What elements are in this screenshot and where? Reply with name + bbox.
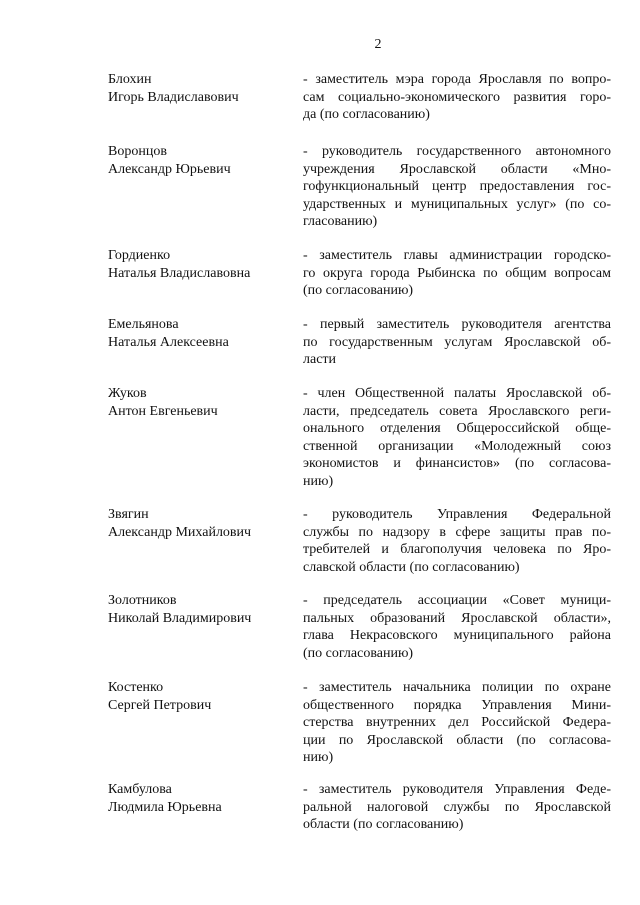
description-line: - председатель ассоциации «Совет муници- <box>303 593 611 608</box>
description-line: гофункциональный центр предоставления гос- <box>303 179 611 195</box>
description-line: глава Некрасовского муниципального района <box>303 628 611 644</box>
member-position-description <box>303 592 611 662</box>
member-name <box>108 385 293 420</box>
description-line: по государственным услугам Ярославской об- <box>303 334 611 350</box>
member-given-names: Наталья Алексеевна <box>108 334 229 350</box>
page-number: 2 <box>374 37 382 52</box>
description-line: (по согласованию) <box>303 645 414 661</box>
description-line: славской области (по согласованию) <box>303 559 520 575</box>
member-position-description <box>303 679 611 767</box>
member-surname: Золотников <box>108 593 177 608</box>
member-surname: Воронцов <box>108 144 167 159</box>
description-line: - заместитель начальника полиции по охране <box>303 680 611 695</box>
description-line: - член Общественной палаты Ярославской об- <box>303 386 611 401</box>
description-line: области (по согласованию) <box>303 817 464 833</box>
member-position-description <box>303 316 611 369</box>
description-line: требителей и благополучия человека по Яро- <box>303 542 611 558</box>
member-given-names: Людмила Юрьевна <box>108 799 222 815</box>
description-line: онального отделения Общероссийской обще- <box>303 421 611 437</box>
member-surname: Блохин <box>108 72 152 87</box>
member-position-description <box>303 247 611 300</box>
member-position-description <box>303 781 611 834</box>
description-line: ударственных и муниципальных услуг» (по со- <box>303 196 611 212</box>
member-name <box>108 506 293 541</box>
description-line: - первый заместитель руководителя агентства <box>303 317 611 332</box>
description-line: го округа города Рыбинска по общим вопросам <box>303 265 611 281</box>
member-position-description <box>303 506 611 576</box>
member-given-names: Николай Владимирович <box>108 610 252 626</box>
member-surname: Жуков <box>108 386 147 401</box>
description-line: - заместитель руководителя Управления Феде- <box>303 782 611 797</box>
member-position-description <box>303 143 611 231</box>
description-line: ральной налоговой службы по Ярославской <box>303 799 611 815</box>
description-line: гласованию) <box>303 214 378 230</box>
description-line: службы по надзору в сфере защиты прав по- <box>303 524 611 540</box>
description-line: ласти <box>303 352 337 368</box>
member-surname: Звягин <box>108 507 149 522</box>
member-name <box>108 781 293 816</box>
description-line: учреждения Ярославской области «Мно- <box>303 161 611 177</box>
member-position-description <box>303 385 611 491</box>
description-line: пальных образований Ярославской области», <box>303 610 611 626</box>
description-line: нию) <box>303 473 334 489</box>
member-given-names: Александр Михайлович <box>108 524 252 540</box>
description-line: ственной организации «Молодежный союз <box>303 438 611 454</box>
member-position-description <box>303 71 611 124</box>
member-name <box>108 316 293 351</box>
member-given-names: Александр Юрьевич <box>108 161 231 177</box>
member-name <box>108 679 293 714</box>
member-given-names: Игорь Владиславович <box>108 89 239 105</box>
description-line: (по согласованию) <box>303 283 414 299</box>
description-line: сам социально-экономического развития горо- <box>303 89 611 105</box>
member-name <box>108 143 293 178</box>
description-line: - руководитель Управления Федеральной <box>303 507 611 522</box>
member-name <box>108 592 293 627</box>
member-name <box>108 71 293 106</box>
member-given-names: Наталья Владиславовна <box>108 265 251 281</box>
member-name <box>108 247 293 282</box>
description-line: стерства внутренних дел Российской Федера- <box>303 715 611 731</box>
member-given-names: Антон Евгеньевич <box>108 403 218 419</box>
member-surname: Камбулова <box>108 782 172 797</box>
description-line: нию) <box>303 750 334 766</box>
member-surname: Костенко <box>108 680 164 695</box>
description-line: экономистов и финансистов» (по согласова- <box>303 456 611 472</box>
description-line: - заместитель мэра города Ярославля по вопро- <box>303 72 611 87</box>
description-line: - заместитель главы администрации городско- <box>303 248 611 263</box>
description-line: общественного порядка Управления Мини- <box>303 697 611 713</box>
description-line: ласти, председатель совета Ярославского реги- <box>303 403 611 419</box>
description-line: - руководитель государственного автономного <box>303 144 611 159</box>
description-line: ции по Ярославской области (по согласова- <box>303 732 611 748</box>
member-surname: Гордиенко <box>108 248 171 263</box>
description-line: да (по согласованию) <box>303 107 430 123</box>
member-surname: Емельянова <box>108 317 179 332</box>
member-given-names: Сергей Петрович <box>108 697 212 713</box>
